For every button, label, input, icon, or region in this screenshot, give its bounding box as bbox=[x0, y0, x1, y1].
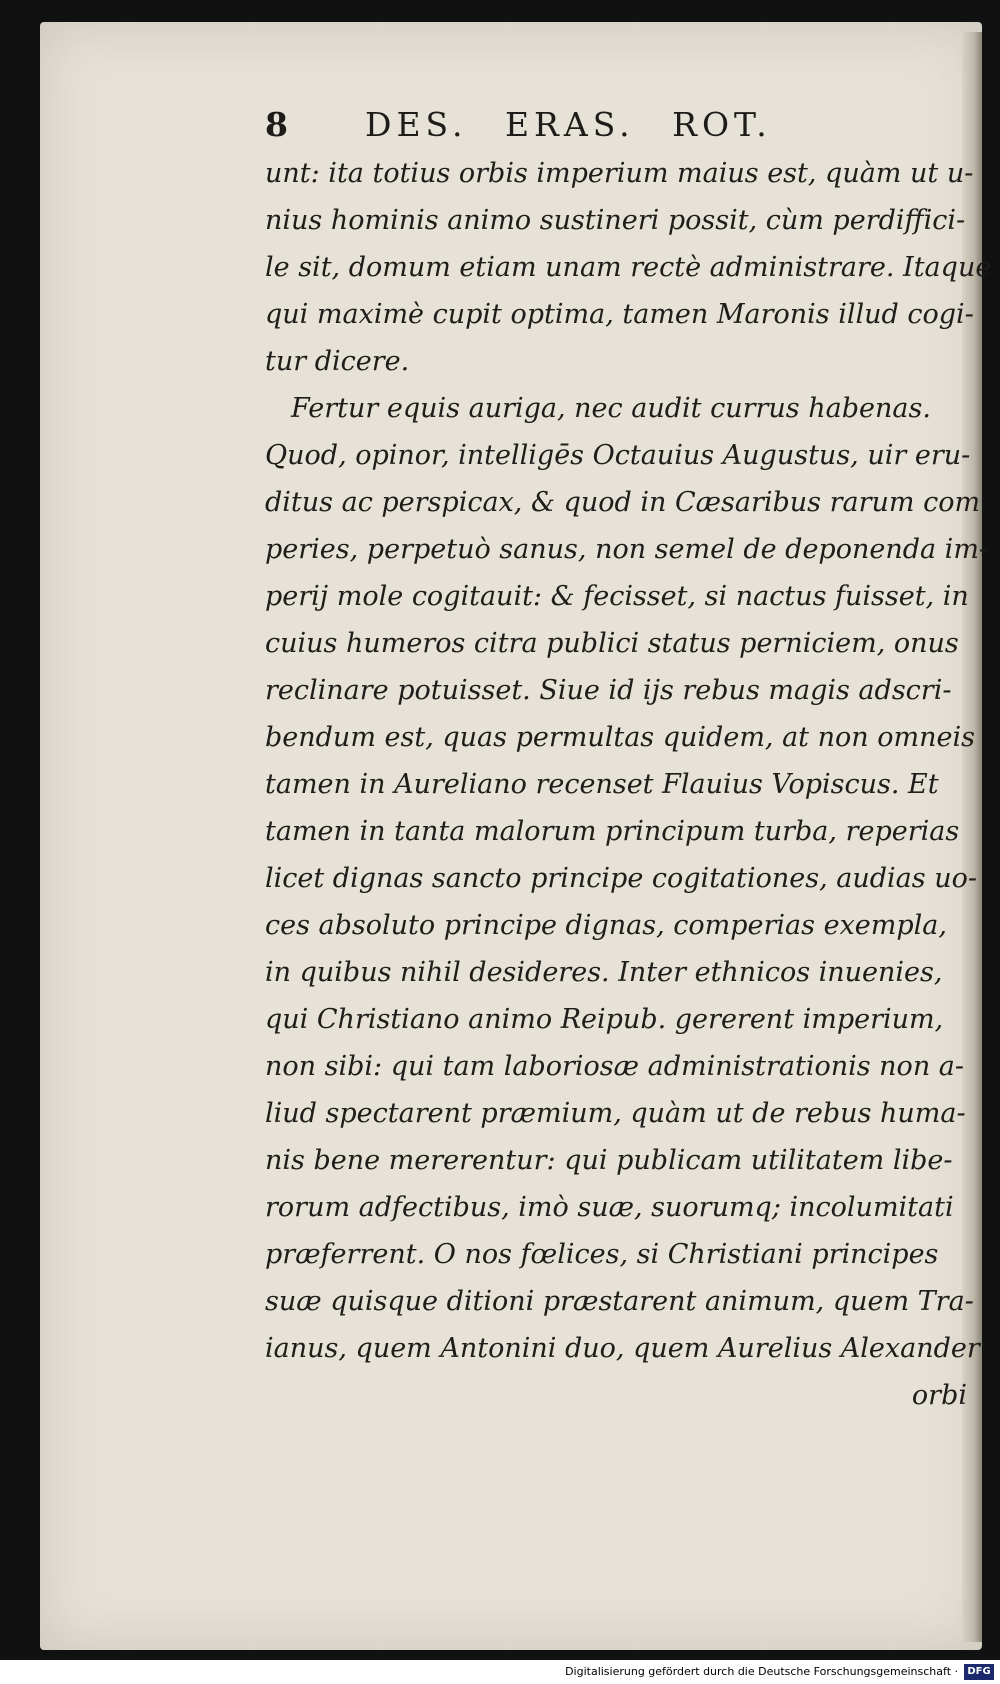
text-line: ces absoluto principe dignas, comperias exempla, bbox=[265, 910, 947, 941]
running-head-title: DES. ERAS. ROT. bbox=[365, 105, 772, 144]
text-line: peries, perpetuò sanus, non semel de deponenda im- bbox=[265, 534, 989, 565]
text-line: qui Christiano animo Reipub. gererent imperium, bbox=[265, 1004, 944, 1035]
text-line: cuius humeros citra publici status perniciem, onus bbox=[265, 628, 959, 659]
text-line: unt: ita totius orbis imperium maius est, quàm ut u- bbox=[265, 158, 974, 189]
text-line: nis bene mererentur: qui publicam utilitatem libe- bbox=[265, 1145, 953, 1176]
text-line: bendum est, quas permultas quidem, at non omneis bbox=[265, 722, 975, 753]
text-line: non sibi: qui tam laboriosæ administrationis non a- bbox=[265, 1051, 965, 1082]
text-line: Quod, opinor, intelligēs Octauius Augustus, uir eru- bbox=[265, 440, 971, 471]
text-line: perij mole cogitauit: & fecisset, si nactus fuisset, in bbox=[265, 581, 969, 612]
body-text bbox=[265, 150, 992, 1419]
text-line: ditus ac perspicax, & quod in Cæsaribus rarum com bbox=[265, 487, 981, 518]
text-line: qui maximè cupit optima, tamen Maronis illud cogi- bbox=[265, 299, 974, 330]
text-line: le sit, domum etiam unam rectè administrare. Itaque bbox=[265, 252, 992, 283]
text-line: nius hominis animo sustineri possit, cùm perdiffici- bbox=[265, 205, 966, 236]
text-line: tur dicere. bbox=[265, 346, 410, 377]
catchword: orbi bbox=[911, 1380, 967, 1411]
text-line: tamen in tanta malorum principum turba, reperias bbox=[265, 816, 960, 847]
verse-quotation: Fertur equis auriga, nec audit currus habenas. bbox=[291, 393, 931, 424]
text-line: reclinare potuisset. Siue id ijs rebus magis adscri- bbox=[265, 675, 952, 706]
text-line: præferrent. O nos fœlices, si Christiani principes bbox=[265, 1239, 939, 1270]
text-line: rorum adfectibus, imò suæ, suorumq; incolumitati bbox=[265, 1192, 954, 1223]
running-head bbox=[265, 105, 965, 155]
text-line: ianus, quem Antonini duo, quem Aurelius Alexander bbox=[265, 1333, 980, 1364]
digitization-credit-bar bbox=[0, 1662, 1000, 1684]
text-line: tamen in Aureliano recenset Flauius Vopiscus. Et bbox=[265, 769, 939, 800]
dfg-logo-icon: DFG bbox=[964, 1664, 994, 1680]
text-line: suæ quisque ditioni præstarent animum, quem Tra- bbox=[265, 1286, 974, 1317]
text-line: licet dignas sancto principe cogitationes, audias uo- bbox=[265, 863, 977, 894]
page-number: 8 bbox=[265, 105, 293, 144]
text-line: liud spectarent præmium, quàm ut de rebus huma- bbox=[265, 1098, 966, 1129]
credit-text: Digitalisierung gefördert durch die Deutsche Forschungsgemeinschaft · bbox=[565, 1665, 958, 1678]
text-line: in quibus nihil desideres. Inter ethnicos inuenies, bbox=[265, 957, 943, 988]
